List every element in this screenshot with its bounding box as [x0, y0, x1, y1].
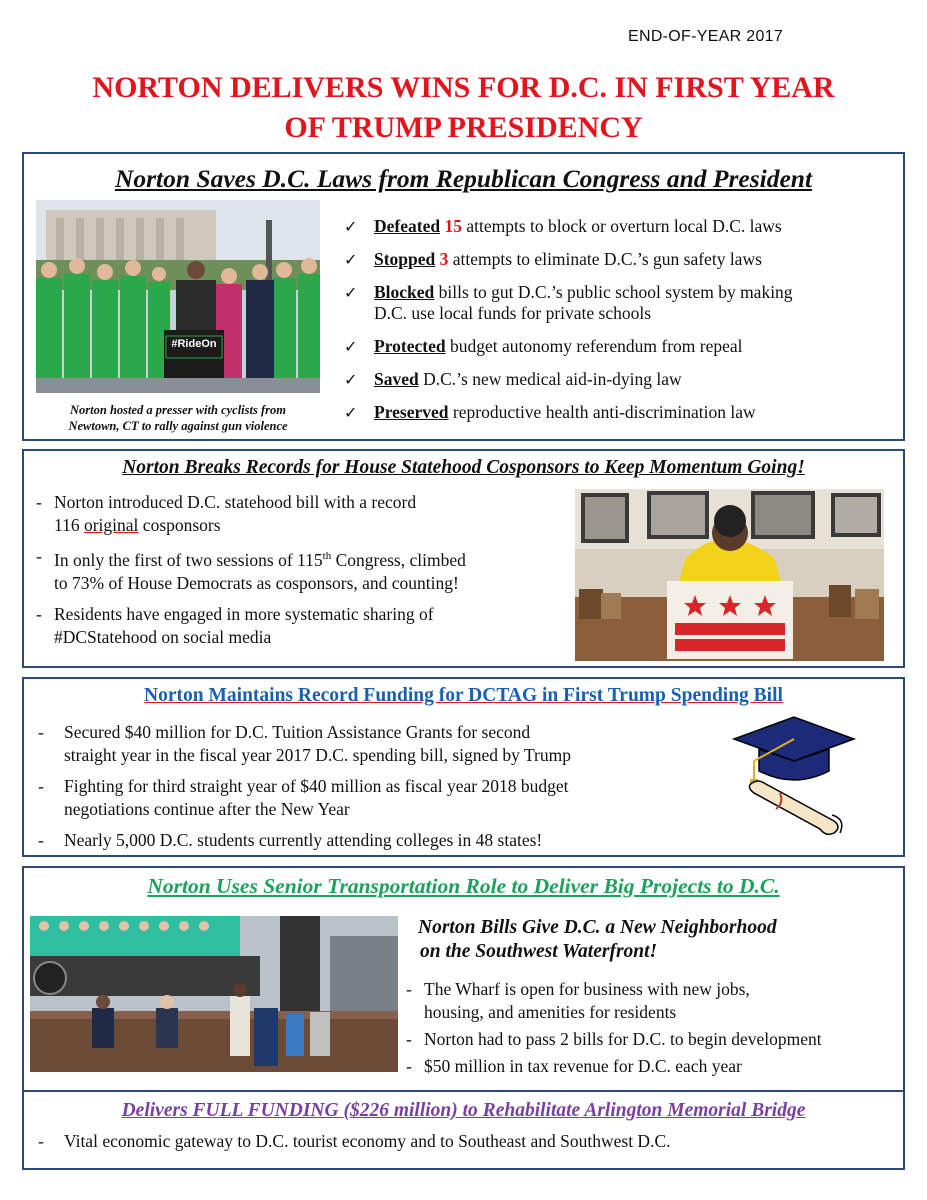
- item-text: bills to gut D.C.’s public school system by making: [438, 282, 793, 302]
- cyclists-press-image: [36, 200, 320, 393]
- list-item: [404, 978, 904, 1024]
- memorial-bridge-list: [32, 1130, 892, 1161]
- statehood-list: [34, 491, 574, 657]
- item-count: 3: [439, 249, 449, 269]
- item-text: $50 million in tax revenue for D.C. each year: [424, 1056, 742, 1076]
- item-keyword: Protected: [374, 336, 446, 356]
- photo-caption-line1: Norton hosted a presser with cyclists from: [70, 403, 286, 417]
- section-dctag-title: Norton Maintains Record Funding for DCTAG in First Trump Spending Bill: [144, 685, 783, 706]
- page-title: [0, 68, 927, 148]
- emphasized-word: original: [83, 515, 139, 535]
- check-icon: ✓: [344, 217, 358, 236]
- list-item: [344, 336, 904, 357]
- section-statehood: [22, 449, 905, 668]
- section-dc-laws-title: Norton Saves D.C. Laws from Republican Congress and President: [114, 164, 813, 193]
- list-item: [34, 545, 574, 595]
- item-text-line2: to 73% of House Democrats as cosponsors, and counting!: [54, 572, 459, 593]
- wharf-subheading-line2: on the Southwest Waterfront!: [420, 941, 658, 962]
- list-item: [32, 775, 712, 821]
- list-item: [344, 282, 904, 324]
- item-text: In only the first of two sessions of 115: [54, 549, 323, 570]
- page-title-line1: NORTON DELIVERS WINS FOR D.C. IN FIRST YEAR: [92, 71, 835, 104]
- wharf-subheading-line1: Norton Bills Give D.C. a New Neighborhood: [418, 917, 777, 938]
- list-item: [344, 249, 904, 270]
- list-item: [344, 402, 904, 423]
- item-text-line2: negotiations continue after the New Year: [64, 799, 350, 819]
- item-keyword: Blocked: [374, 282, 435, 302]
- graduation-cap-diploma-icon: [714, 709, 864, 839]
- item-text: Vital economic gateway to D.C. tourist economy and to Southeast and Southwest D.C.: [64, 1131, 671, 1151]
- item-text: The Wharf is open for business with new jobs,: [424, 979, 750, 999]
- wharf-subheading: [418, 916, 898, 964]
- item-text: cosponsors: [142, 515, 221, 535]
- page-title-line2: OF TRUMP PRESIDENCY: [284, 111, 643, 144]
- list-item: [34, 491, 574, 537]
- check-icon: ✓: [344, 337, 358, 356]
- statehood-flag-photo: [575, 489, 884, 661]
- item-keyword: Stopped: [374, 249, 436, 269]
- item-keyword: Defeated: [374, 216, 441, 236]
- document-tag: END-OF-YEAR 2017: [628, 28, 784, 45]
- item-text: attempts to block or overturn local D.C. laws: [466, 216, 782, 236]
- item-count: 15: [444, 216, 462, 236]
- item-text-line2: #DCStatehood on social media: [54, 626, 272, 647]
- list-item: [34, 603, 574, 649]
- item-text-line2: straight year in the fiscal year 2017 D.C. spending bill, signed by Trump: [64, 745, 571, 765]
- section-statehood-title: Norton Breaks Records for House Statehood Cosponsors to Keep Momentum Going!: [122, 457, 805, 478]
- wharf-event-photo: [30, 916, 398, 1072]
- photo-caption-line2: Newtown, CT to rally against gun violence: [68, 419, 288, 433]
- item-text: Congress, climbed: [331, 549, 466, 570]
- item-text: 116: [54, 515, 80, 535]
- list-item: [404, 1028, 904, 1051]
- dctag-list: [32, 721, 712, 860]
- item-text: Nearly 5,000 D.C. students currently attending colleges in 48 states!: [64, 830, 543, 850]
- section-memorial-bridge: [22, 1092, 905, 1170]
- section-memorial-bridge-title: Delivers FULL FUNDING ($226 million) to Rehabilitate Arlington Memorial Bridge: [121, 1100, 806, 1121]
- item-text: D.C.’s new medical aid-in-dying law: [423, 369, 682, 389]
- section-dctag: [22, 677, 905, 857]
- list-item: [32, 829, 712, 852]
- list-item: [32, 721, 712, 767]
- norton-flag-image: [575, 489, 884, 661]
- item-text: Norton introduced D.C. statehood bill with a record: [54, 492, 417, 512]
- section-transportation-title: Norton Uses Senior Transportation Role to Deliver Big Projects to D.C.: [147, 874, 780, 898]
- item-text-line2: housing, and amenities for residents: [424, 1002, 677, 1022]
- item-text: attempts to eliminate D.C.’s gun safety laws: [452, 249, 762, 269]
- list-item: [344, 216, 904, 237]
- list-item: [344, 369, 904, 390]
- item-keyword: Preserved: [374, 402, 449, 422]
- rideon-sign-text: #RideOn: [171, 338, 217, 350]
- check-icon: ✓: [344, 283, 358, 302]
- check-icon: ✓: [344, 403, 358, 422]
- item-keyword: Saved: [374, 369, 419, 389]
- item-text-line2: D.C. use local funds for private schools: [374, 303, 652, 323]
- item-text: Secured $40 million for D.C. Tuition Assistance Grants for second: [64, 722, 531, 742]
- item-text: reproductive health anti-discrimination law: [452, 402, 756, 422]
- photo-caption: [36, 402, 320, 434]
- wharf-list: [404, 978, 904, 1086]
- list-item: [404, 1055, 904, 1078]
- check-icon: ✓: [344, 370, 358, 389]
- wharf-stage-image: [30, 916, 398, 1072]
- item-text: Norton had to pass 2 bills for D.C. to begin development: [424, 1029, 822, 1049]
- list-item: [32, 1130, 892, 1153]
- check-icon: ✓: [344, 250, 358, 269]
- cyclists-press-photo: [36, 200, 320, 393]
- item-text: Residents have engaged in more systematic sharing of: [54, 603, 434, 624]
- section-dc-laws: [22, 152, 905, 441]
- item-text: Fighting for third straight year of $40 million as fiscal year 2018 budget: [64, 776, 569, 796]
- item-text: budget autonomy referendum from repeal: [449, 336, 743, 356]
- ordinal-suffix: th: [322, 550, 332, 562]
- section-transportation: [22, 866, 905, 1092]
- dc-laws-list: [344, 216, 904, 435]
